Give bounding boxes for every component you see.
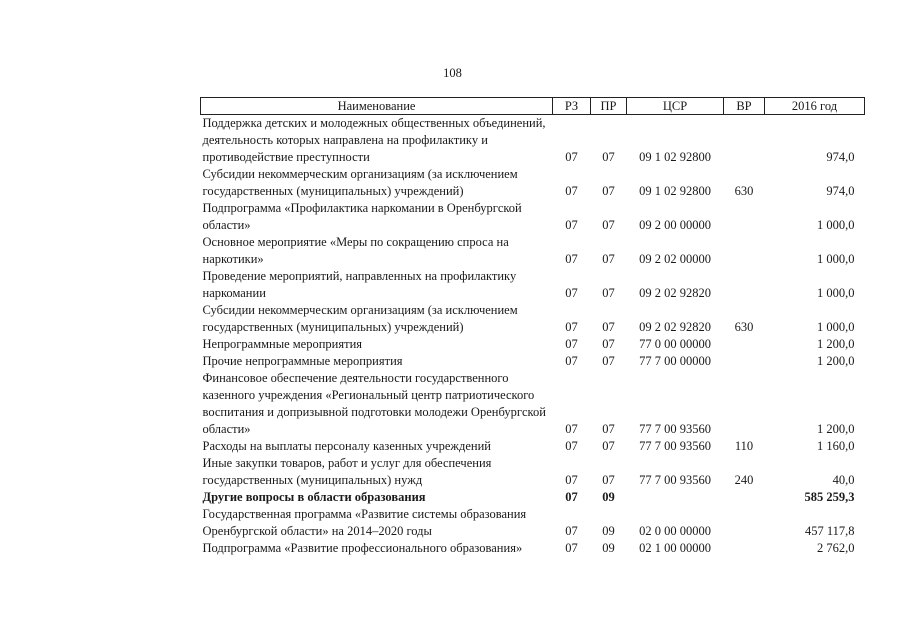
cell-vr (724, 115, 765, 167)
cell-amount: 585 259,3 (804, 490, 855, 504)
cell-vr: 630 (734, 184, 754, 198)
table-row (201, 353, 865, 370)
cell-pr: 09 (602, 524, 615, 538)
table-row (201, 115, 865, 167)
table-row (201, 438, 865, 455)
cell-name: Другие вопросы в области образования (202, 490, 426, 504)
cell-vr (724, 353, 765, 370)
cell-csr: 09 1 02 92800 (639, 184, 711, 198)
table-row (201, 166, 865, 200)
table-body (201, 115, 865, 558)
cell-csr: 09 2 02 00000 (639, 252, 711, 266)
table-row (201, 336, 865, 353)
cell-pr: 07 (602, 439, 615, 453)
cell-csr (627, 489, 724, 506)
cell-pr: 07 (602, 218, 615, 232)
table-header-row (201, 98, 865, 115)
cell-csr: 02 1 00 00000 (639, 541, 711, 555)
cell-csr: 09 1 02 92800 (639, 150, 711, 164)
cell-name: Непрограммные мероприятия (202, 337, 363, 351)
cell-name: Проведение мероприятий, направленных на профилактику наркомании (202, 269, 517, 300)
cell-rz: 07 (565, 490, 578, 504)
table-row (201, 489, 865, 506)
cell-vr (724, 370, 765, 438)
cell-pr: 09 (602, 490, 615, 504)
cell-rz: 07 (565, 337, 578, 351)
cell-name: Прочие непрограммные мероприятия (202, 354, 403, 368)
table-row (201, 234, 865, 268)
cell-vr (724, 234, 765, 268)
cell-rz: 07 (565, 218, 578, 232)
cell-rz: 07 (565, 252, 578, 266)
header-name: Наименование (201, 98, 553, 115)
cell-csr: 09 2 02 92820 (639, 320, 711, 334)
cell-amount: 1 000,0 (817, 286, 855, 300)
cell-vr (724, 268, 765, 302)
table-row (201, 302, 865, 336)
cell-amount: 1 160,0 (817, 439, 855, 453)
cell-amount: 1 000,0 (817, 252, 855, 266)
cell-rz: 07 (565, 473, 578, 487)
cell-amount: 457 117,8 (804, 524, 855, 538)
budget-table-container (200, 97, 864, 557)
cell-vr: 630 (734, 320, 754, 334)
cell-pr: 07 (602, 422, 615, 436)
cell-pr: 07 (602, 286, 615, 300)
cell-rz: 07 (565, 320, 578, 334)
cell-name: Подпрограмма «Развитие профессионального образования» (202, 541, 523, 555)
cell-rz: 07 (565, 439, 578, 453)
cell-name: Основное мероприятие «Меры по сокращению спроса на наркотики» (202, 235, 509, 266)
cell-pr: 07 (602, 150, 615, 164)
cell-pr: 07 (602, 354, 615, 368)
cell-name: Подпрограмма «Профилактика наркомании в Оренбургской области» (202, 201, 522, 232)
header-pr: ПР (591, 98, 627, 115)
cell-pr: 07 (602, 184, 615, 198)
cell-pr: 09 (602, 541, 615, 555)
cell-amount: 974,0 (826, 150, 855, 164)
cell-name: Субсидии некоммерческим организациям (за исключением государственных (муниципальных) учреждений) (202, 303, 518, 334)
table-row (201, 370, 865, 438)
cell-rz: 07 (565, 354, 578, 368)
cell-vr: 240 (734, 473, 754, 487)
cell-csr: 77 0 00 00000 (639, 337, 711, 351)
table-row (201, 506, 865, 540)
cell-vr: 110 (734, 439, 754, 453)
cell-csr: 77 7 00 93560 (639, 439, 711, 453)
cell-vr (724, 200, 765, 234)
cell-amount: 974,0 (826, 184, 855, 198)
cell-amount: 2 762,0 (817, 541, 855, 555)
cell-name: Финансовое обеспечение деятельности государственного казенного учреждения «Региональный центр патриотического воспитания и допризывной подготовки молодежи Оренбургской области» (202, 371, 546, 436)
table-row (201, 200, 865, 234)
cell-amount: 1 000,0 (817, 218, 855, 232)
cell-name: Субсидии некоммерческим организациям (за исключением государственных (муниципальных) учреждений) (202, 167, 518, 198)
budget-table (200, 97, 865, 557)
cell-rz: 07 (565, 422, 578, 436)
cell-vr (724, 506, 765, 540)
cell-amount: 1 200,0 (817, 337, 855, 351)
cell-csr: 77 7 00 93560 (639, 473, 711, 487)
header-csr: ЦСР (627, 98, 724, 115)
cell-vr (724, 540, 765, 557)
cell-rz: 07 (565, 541, 578, 555)
cell-pr: 07 (602, 252, 615, 266)
header-rz: РЗ (553, 98, 591, 115)
cell-vr (724, 489, 765, 506)
cell-amount: 40,0 (832, 473, 855, 487)
cell-name: Расходы на выплаты персоналу казенных учреждений (202, 439, 491, 453)
cell-csr: 09 2 00 00000 (639, 218, 711, 232)
table-row (201, 540, 865, 557)
cell-rz: 07 (565, 150, 578, 164)
cell-rz: 07 (565, 184, 578, 198)
cell-pr: 07 (602, 337, 615, 351)
header-vr: ВР (724, 98, 765, 115)
cell-pr: 07 (602, 320, 615, 334)
cell-amount: 1 200,0 (817, 354, 855, 368)
cell-vr (724, 336, 765, 353)
cell-csr: 09 2 02 92820 (639, 286, 711, 300)
cell-name: Государственная программа «Развитие системы образования Оренбургской области» на 2014–2020 годы (202, 507, 527, 538)
table-row (201, 268, 865, 302)
cell-rz: 07 (565, 286, 578, 300)
cell-pr: 07 (602, 473, 615, 487)
cell-name: Поддержка детских и молодежных общественных объединений, деятельность которых направлена на профилактику и противодействие преступности (202, 116, 546, 164)
header-year: 2016 год (765, 98, 865, 115)
cell-rz: 07 (565, 524, 578, 538)
table-row (201, 455, 865, 489)
cell-amount: 1 000,0 (817, 320, 855, 334)
cell-name: Иные закупки товаров, работ и услуг для обеспечения государственных (муниципальных) нужд (202, 456, 492, 487)
cell-csr: 77 7 00 00000 (639, 354, 711, 368)
cell-csr: 77 7 00 93560 (639, 422, 711, 436)
cell-amount: 1 200,0 (817, 422, 855, 436)
page-number: 108 (443, 66, 462, 80)
cell-csr: 02 0 00 00000 (639, 524, 711, 538)
